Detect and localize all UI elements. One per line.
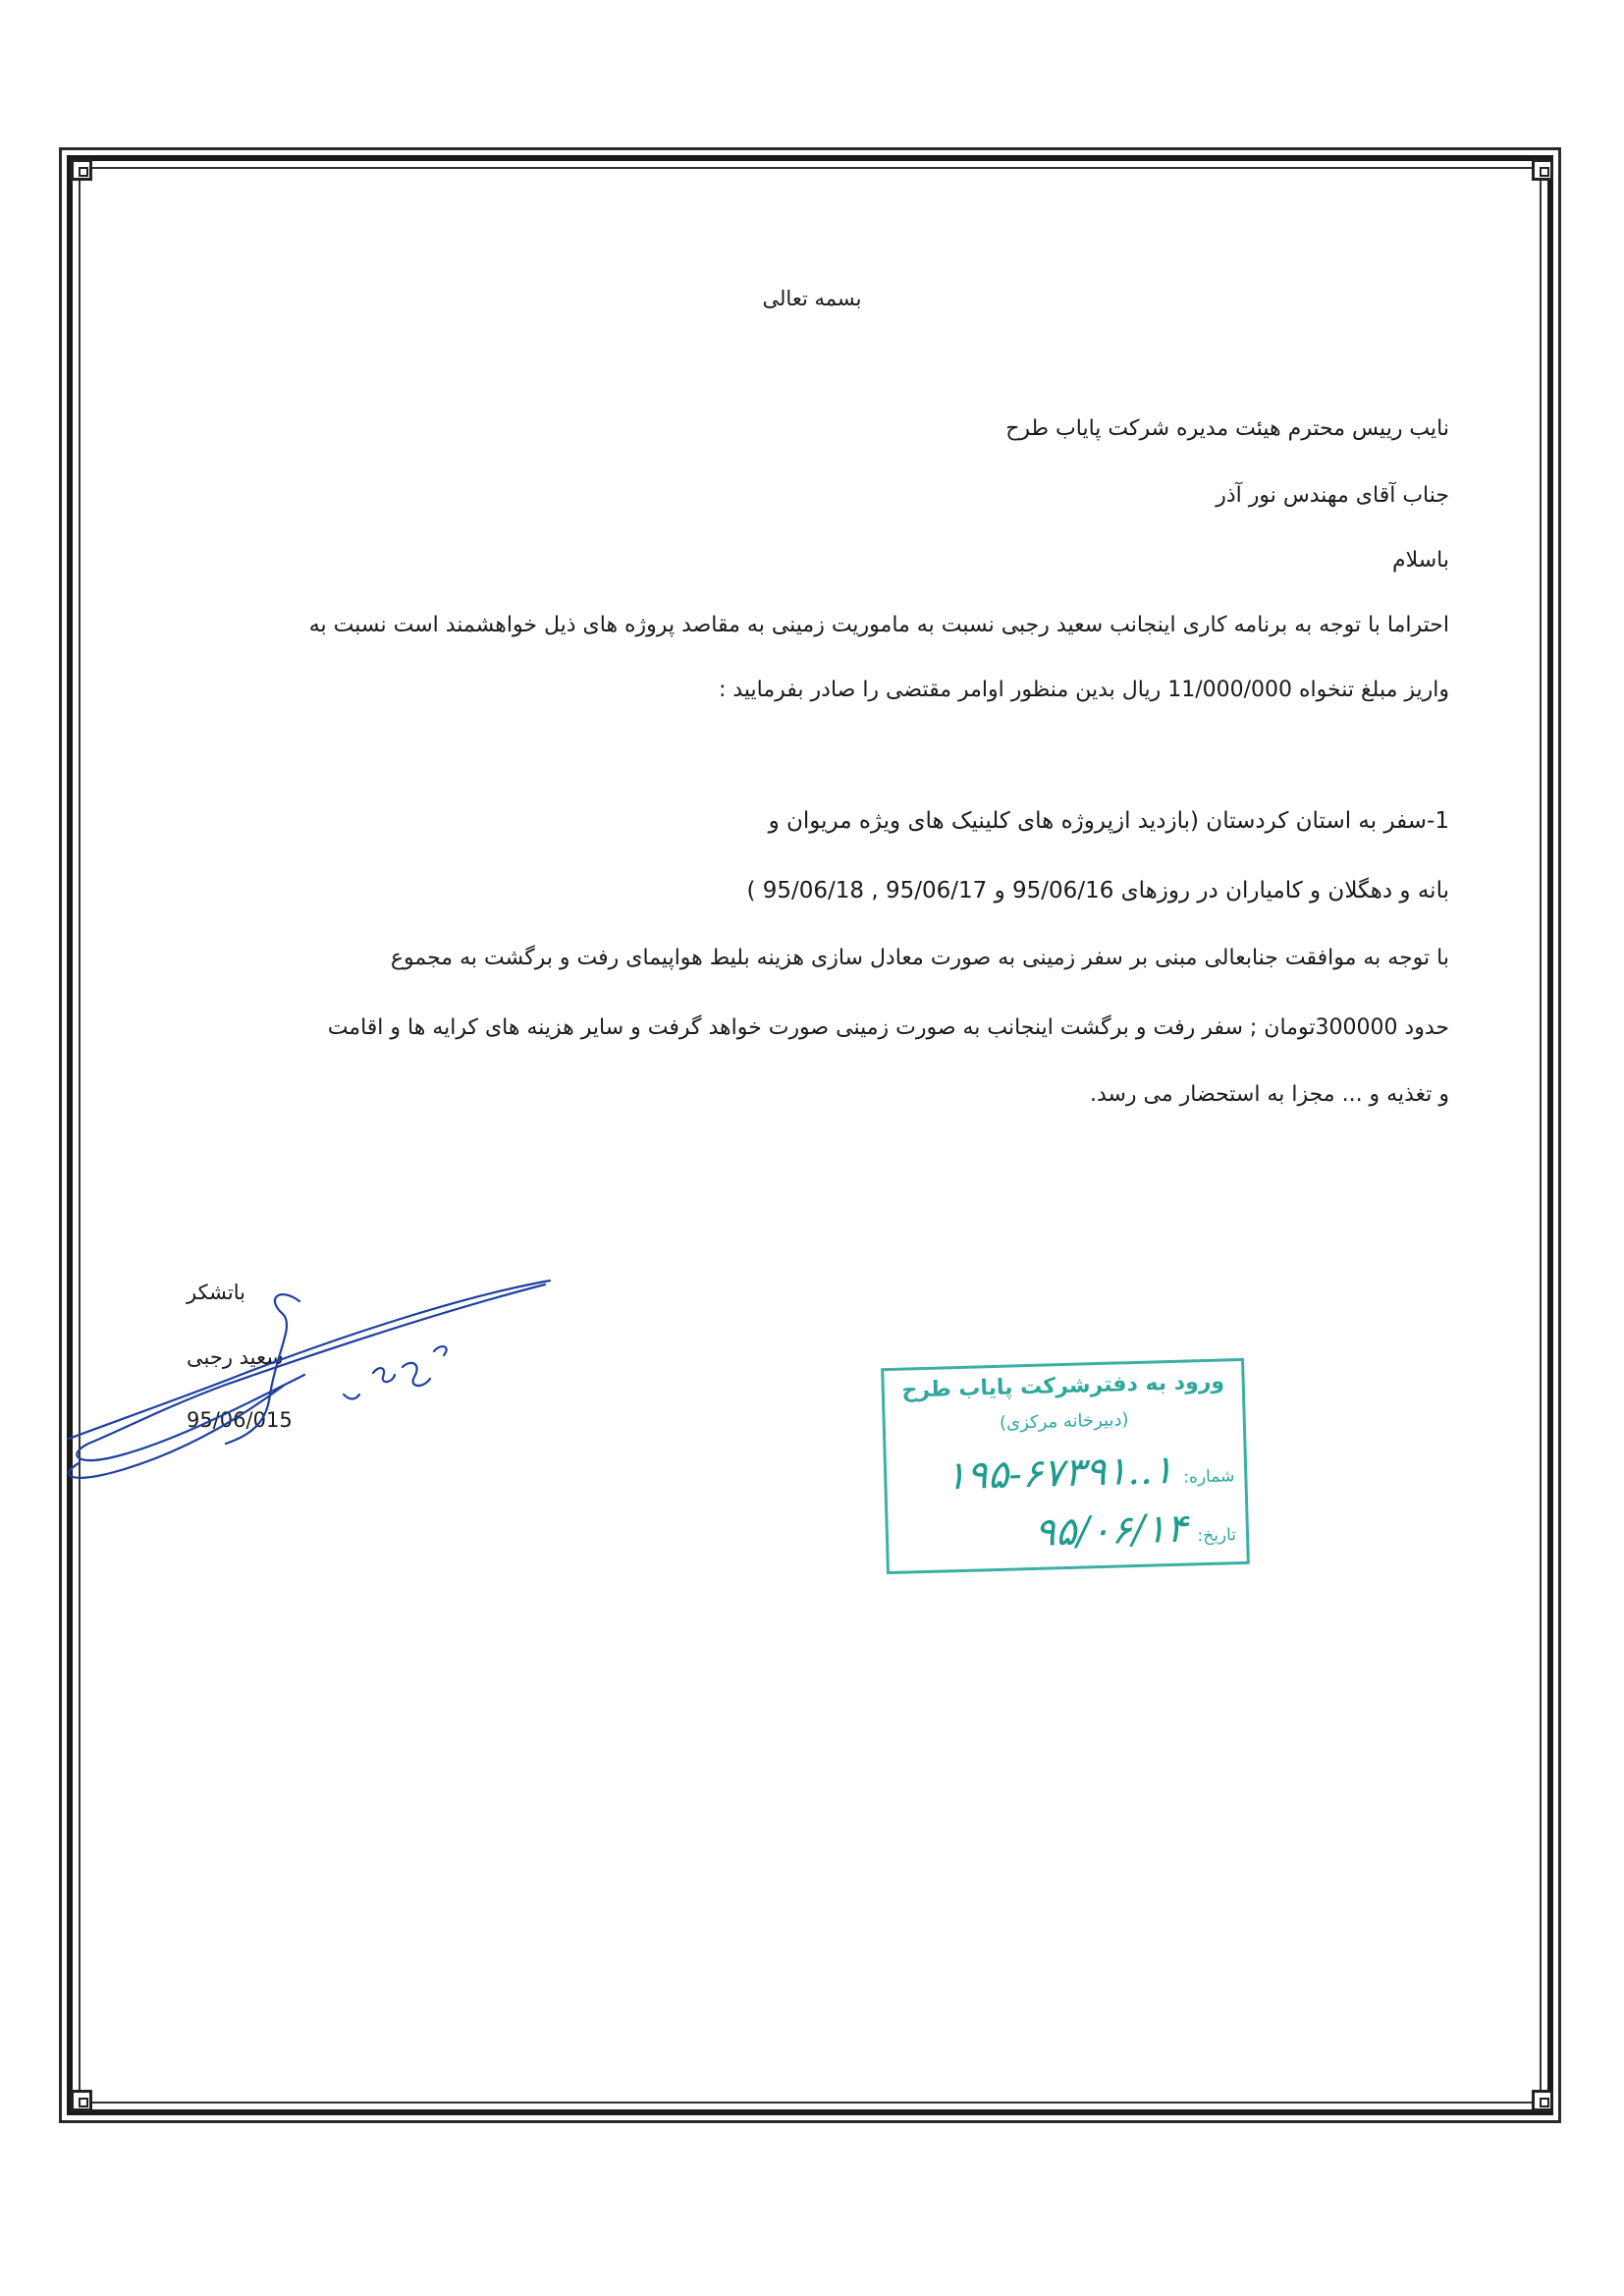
greeting: باسلام — [1391, 548, 1449, 573]
border-corner-ornament — [1532, 159, 1553, 181]
body-paragraph-line: واریز مبلغ تنخواه 11/000/000 ریال بدین منظور اوامر مقتضی را صادر بفرمایید : — [718, 678, 1449, 702]
recipient-name: جناب آقای مهندس نور آذر — [1216, 483, 1449, 508]
page-border-inner — [79, 167, 1542, 2104]
stamp-title: ورود به دفترشرکت پایاب طرح — [901, 1369, 1225, 1403]
stamp-date-row — [897, 1504, 1236, 1559]
signer-name: سعید رجبی — [187, 1345, 284, 1369]
recipient-title: نایب رییس محترم هیئت مدیره شرکت پایاب طرح — [1005, 416, 1449, 441]
stamp-number-value: ۱..۱۹۵-۶۷۳۹۱ — [945, 1447, 1174, 1500]
cost-paragraph-line: حدود 300000تومان ; سفر رفت و برگشت اینجانب به صورت زمینی صورت خواهد گرفت و سایر هزینه های کرایه ها و اقامت — [327, 1015, 1449, 1040]
cost-paragraph-line: و تغذیه و ... مجزا به استحضار می رسد. — [1089, 1082, 1449, 1107]
letter-heading: بسمه تعالی — [762, 287, 862, 310]
signature-date: 95/06/015 — [187, 1408, 293, 1432]
closing-thanks: باتشکر — [187, 1281, 246, 1304]
trip-item-line: 1-سفر به استان کردستان (بازدید ازپروژه های کلینیک های ویژه مریوان و — [768, 808, 1449, 834]
border-corner-ornament — [1532, 2090, 1553, 2111]
handwritten-signature — [49, 1257, 560, 1503]
cost-paragraph-line: با توجه به موافقت جنابعالی مبنی بر سفر زمینی به صورت معادل سازی هزینه بلیط هواپیمای رفت و برگشت به مجموع — [390, 946, 1449, 970]
border-corner-ornament — [71, 159, 92, 181]
stamp-date-value: ۹۵/۰۶/۱۴ — [1033, 1505, 1188, 1556]
stamp-subtitle: (دبیرخانه مرکزی) — [999, 1409, 1129, 1434]
border-corner-ornament — [71, 2090, 92, 2111]
stamp-number-row — [896, 1446, 1235, 1501]
stamp-number-label: شماره: — [1182, 1466, 1235, 1488]
stamp-date-label: تاریخ: — [1197, 1525, 1237, 1547]
office-entry-stamp — [881, 1358, 1250, 1574]
body-paragraph-line: احتراما با توجه به برنامه کاری اینجانب سعید رجبی نسبت به ماموریت زمینی به مقاصد پروژه های ذیل خواهشمند است نسبت به — [308, 613, 1449, 637]
trip-item-line: بانه و دهگلان و کامیاران در روزهای 95/06/16 و 95/06/17 , 95/06/18 ) — [746, 878, 1449, 903]
